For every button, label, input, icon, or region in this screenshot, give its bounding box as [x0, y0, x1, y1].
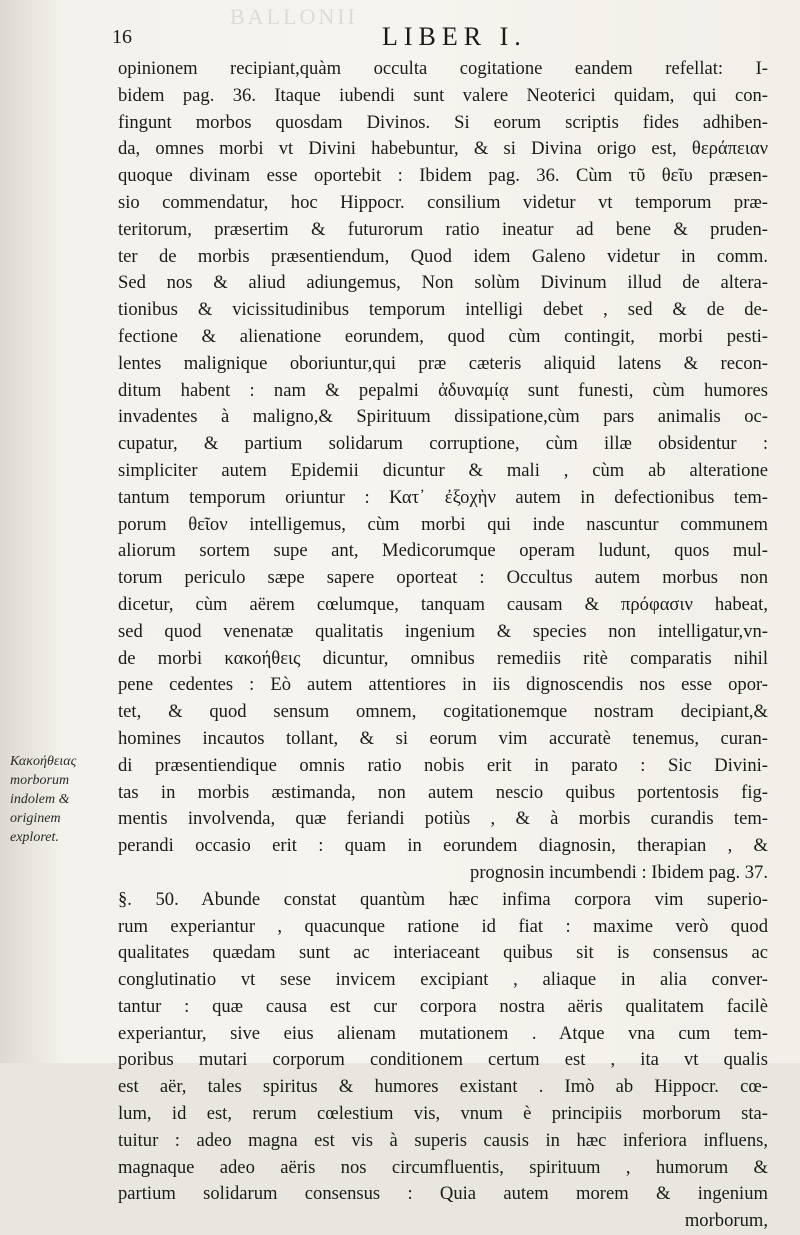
text-line: tet, & quod sensum omnem, cogitationemque nostram decipiant,& [118, 701, 768, 723]
text-line: tantum temporum oriuntur : Κατ᾽ ἐξοχὴν autem in defectionibus tem- [118, 486, 768, 508]
text-line: qualitates quædam sunt ac interiaceant quibus sit is consensus ac [118, 942, 768, 964]
text-line: dicetur, cùm aërem cœlumque, tanquam causam & πρόφασιν habeat, [118, 593, 768, 615]
text-line: Sed nos & aliud adiungemus, Non solùm Divinum illud de altera- [118, 272, 768, 294]
text-line: rum experiantur , quacunque ratione id fiat : maxime verò quod [118, 915, 768, 937]
text-line: da, omnes morbi vt Divini habebuntur, & si Divina origo est, θεράπειαν [118, 138, 768, 160]
text-line: opinionem recipiant,quàm occulta cogitatione eandem refellat: I- [118, 58, 768, 79]
text-line: sio commendatur, hoc Hippocr. consilium videtur vt temporum præ- [118, 191, 768, 213]
page-header [112, 22, 772, 52]
text-line: sed quod venenatæ qualitatis ingenium & species non intelligatur,vn- [118, 620, 768, 642]
margin-note-line: morborum [10, 773, 70, 788]
margin-note-line: exploret. [10, 830, 59, 845]
text-line: lum, id est, rerum cœlestium vis, vnum è principiis morborum sta- [118, 1103, 768, 1125]
text-line: invadentes à maligno,& Spirituum dissipatione,cùm pars animalis oc- [118, 406, 768, 428]
text-line: aliorum sortem supe ant, Medicorumque operam ludunt, quos mul- [118, 540, 768, 562]
text-line: §. 50. Abunde constat quantùm hæc infima corpora vim superio- [118, 888, 768, 910]
text-line: experiantur, sive eius alienam mutationem . Atque vna cum tem- [118, 1022, 768, 1044]
text-line: torum periculo sæpe sapere oporteat : Occultus autem morbus non [118, 567, 768, 589]
text-line: tas in morbis æstimanda, non autem nescio quibus portentosis fig- [118, 781, 768, 803]
margin-note-line: originem [10, 811, 61, 826]
text-line: fectione & alienatione eorundem, quod cùm contingit, morbi pesti- [118, 325, 768, 347]
bleed-through-text: BALLONII [230, 4, 358, 29]
text-line: ter de morbis præsentiendum, Quod idem Galeno videtur in comm. [118, 245, 768, 267]
text-line: magnaque adeo aëris nos circumfluentis, spirituum , humorum & [118, 1156, 768, 1178]
text-line: tionibus & vicissitudinibus temporum intelligi debet , sed & de de- [118, 299, 768, 321]
text-line: simpliciter autem Epidemii dicuntur & mali , cùm ab alteratione [118, 459, 768, 481]
text-line: de morbi κακοήθεις dicuntur, omnibus remediis ritè comparatis nihil [118, 647, 768, 669]
text-line: quoque divinam esse oportebit : Ibidem pag. 36. Cùm τῦ θεῖυ præsen- [118, 165, 768, 187]
text-line: fingunt morbos quosdam Divinos. Si eorum scriptis fides adhiben- [118, 111, 768, 133]
text-line: prognosin incumbendi : Ibidem pag. 37. [470, 861, 768, 883]
text-line: bidem pag. 36. Itaque iubendi sunt valere Neoterici quidam, qui con- [118, 84, 768, 106]
running-head: LIBER I. [382, 22, 527, 51]
text-line: porum θεῖον intelligemus, cùm morbi qui inde nascuntur communem [118, 513, 768, 535]
margin-note [10, 752, 115, 847]
text-line: conglutinatio vt sese invicem excipiant , aliaque in alia conver- [118, 969, 768, 991]
text-line: est aër, tales spiritus & humores existant . Imò ab Hippocr. cœ- [118, 1076, 768, 1098]
margin-note-line: indolem & [10, 792, 70, 807]
text-line: morborum, [684, 1210, 768, 1232]
text-line: cupatur, & partium solidarum corruptione, cùm illæ obsidentur : [118, 433, 768, 455]
text-line: pene cedentes : Eò autem attentiores in iis dignoscendis nos esse opor- [118, 674, 768, 696]
text-line: perandi occasio erit : quam in eorundem diagnosin, therapian , & [118, 835, 768, 857]
text-line: teritorum, præsertim & futurorum ratio ineatur ad bene & pruden- [118, 218, 768, 240]
text-line: ditum habent : nam & pepalmi ἀδυναμίᾳ sunt funesti, cùm humores [118, 379, 768, 401]
text-line: tuitur : adeo magna est vis à superis causis in hæc inferiora influens, [118, 1129, 768, 1151]
text-line: partium solidarum consensus : Quia autem morem & ingenium [118, 1183, 768, 1205]
body-text [118, 56, 768, 1235]
text-line: homines incautos tollant, & si eorum vim accuratè tenemus, curan- [118, 727, 768, 749]
page-number: 16 [112, 26, 132, 48]
margin-note-line: Κακοήθειας [10, 754, 77, 769]
text-line: mentis involvenda, quæ feriandi potiùs , & à morbis curandis tem- [118, 808, 768, 830]
text-line: poribus mutari corporum conditionem certum est , ita vt qualis [118, 1049, 768, 1071]
text-line: tantur : quæ causa est cur corpora nostra aëris qualitatem facilè [118, 995, 768, 1017]
text-line: di præsentiendique omnis ratio nobis erit in parato : Sic Divini- [118, 754, 768, 776]
text-line: lentes malignique oboriuntur,qui præ cæteris aliquid latens & recon- [118, 352, 768, 374]
